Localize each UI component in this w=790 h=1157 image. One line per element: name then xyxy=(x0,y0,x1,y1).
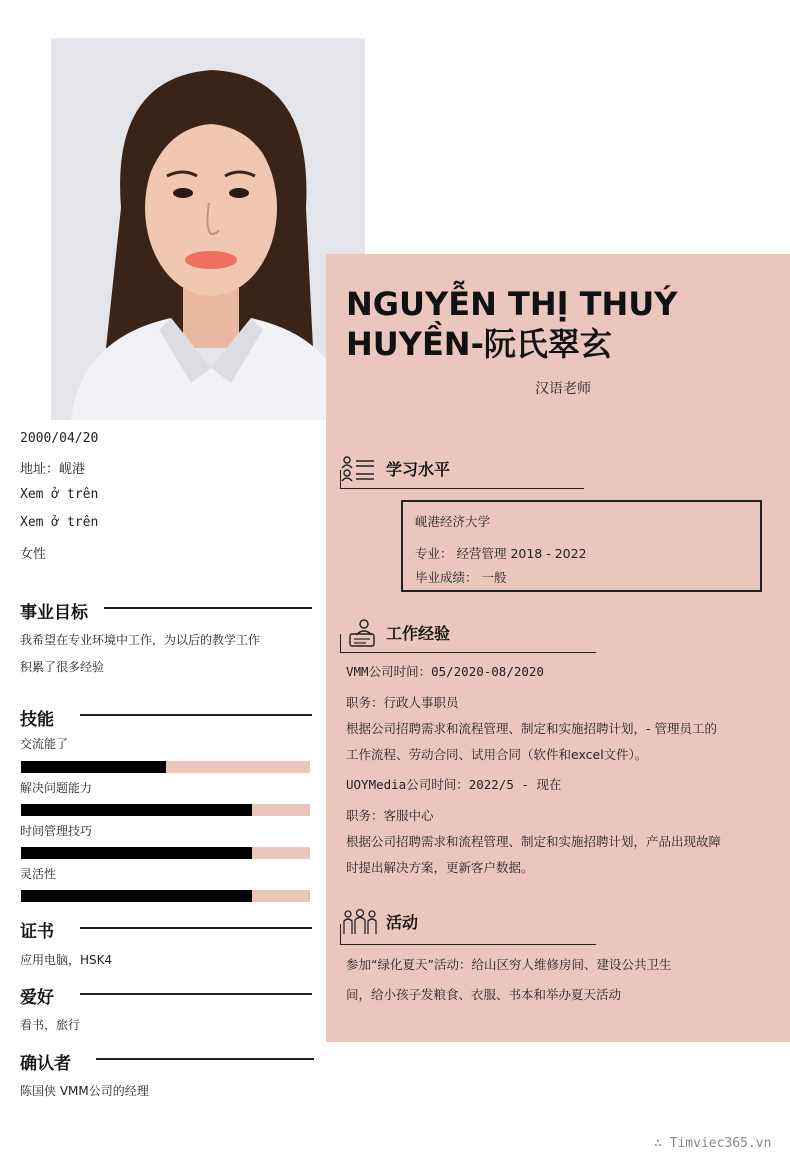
job-desc-line: 根据公司招聘需求和流程管理、制定和实施招聘计划，- 管理员工的 xyxy=(346,721,717,736)
certificates-title: 证书 xyxy=(20,922,54,942)
skill-label: 交流能了 xyxy=(20,737,69,751)
objective-title: 事业目标 xyxy=(20,603,88,623)
job-details xyxy=(346,803,771,881)
skills-title: 技能 xyxy=(20,710,54,730)
education-divider-vertical xyxy=(340,470,341,488)
skill-bar xyxy=(21,847,310,859)
people-icon xyxy=(340,908,380,936)
hobbies-title: 爱好 xyxy=(20,988,54,1008)
objective-line-1: 我希望在专业环境中工作，为以后的教学工作 xyxy=(20,633,261,647)
gender-text: 女性 xyxy=(20,547,47,562)
activities-divider xyxy=(340,944,596,945)
skill-bar-fill xyxy=(21,804,252,816)
activities-header xyxy=(340,908,600,936)
activities-title: 活动 xyxy=(386,913,419,932)
work-icon xyxy=(344,619,384,647)
footer-brand[interactable]: ∴ Timviec365.vn xyxy=(654,1136,772,1151)
job-title: 汉语老师 xyxy=(535,381,591,397)
job-period: UOYMedia公司时间：2022/5 - 现在 xyxy=(346,777,562,792)
skill-bar xyxy=(21,761,310,773)
job-position: 职务：行政人事职员 xyxy=(346,695,459,710)
reference-divider xyxy=(96,1058,314,1060)
skill-label: 时间管理技巧 xyxy=(20,824,93,838)
job-desc-line: 时提出解决方案，更新客户数据。 xyxy=(346,860,534,875)
activities-line-2: 间，给小孩子发粮食、衣服、书本和举办夏天活动 xyxy=(346,987,622,1002)
major-text: 专业： 经营管理 2018 - 2022 xyxy=(415,546,587,561)
activities-line-1: 参加“绿化夏天”活动：给山区穷人维修房间、建设公共卫生 xyxy=(346,957,672,972)
education-header xyxy=(340,455,600,483)
address-text: 地址：岘港 xyxy=(20,462,86,477)
job-details xyxy=(346,690,771,768)
dob-text: 2000/04/20 xyxy=(20,431,99,446)
education-title: 学习水平 xyxy=(386,460,451,479)
skill-label: 解决问题能力 xyxy=(20,781,93,795)
grade-text: 毕业成绩： 一般 xyxy=(415,570,507,585)
name-line-1: NGUYỄN THỊ THUÝ xyxy=(346,285,678,323)
skill-bar-fill xyxy=(21,761,166,773)
email-text: Xem ở trên xyxy=(20,515,99,530)
experience-header xyxy=(340,619,600,647)
education-icon xyxy=(340,455,380,483)
portrait-image xyxy=(51,38,365,420)
skill-bar xyxy=(21,804,310,816)
education-divider xyxy=(340,488,584,489)
certificates-text: 应用电脑，HSK4 xyxy=(20,953,113,967)
phone-text: Xem ở trên xyxy=(20,487,99,502)
job-position: 职务：客服中心 xyxy=(346,808,434,823)
activities-divider-vertical xyxy=(340,924,341,944)
reference-text: 陈国侠 VMM公司的经理 xyxy=(20,1084,149,1098)
school-name: 岘港经济大学 xyxy=(415,514,491,529)
job-period: VMM公司时间：05/2020-08/2020 xyxy=(346,664,544,679)
candidate-name xyxy=(346,284,776,364)
skills-divider xyxy=(80,714,312,716)
name-line-2: HUYỀN-阮氏翠玄 xyxy=(346,325,612,363)
skill-bar xyxy=(21,890,310,902)
experience-divider xyxy=(340,652,596,653)
objective-line-2: 积累了很多经验 xyxy=(20,660,105,674)
activities-text xyxy=(346,950,771,1010)
job-desc-line: 工作流程、劳动合同、试用合同（软件和excel文件）。 xyxy=(346,747,648,762)
experience-divider-vertical xyxy=(340,634,341,652)
job-desc-line: 根据公司招聘需求和流程管理、制定和实施招聘计划，产品出现故障 xyxy=(346,834,722,849)
education-box xyxy=(401,500,762,592)
reference-title: 确认者 xyxy=(20,1054,71,1074)
skill-bar-fill xyxy=(21,890,252,902)
experience-title: 工作经验 xyxy=(386,624,451,643)
profile-photo xyxy=(51,38,365,420)
hobbies-divider xyxy=(80,993,312,995)
skill-bar-fill xyxy=(21,847,252,859)
objective-divider xyxy=(104,607,312,609)
objective-text xyxy=(20,627,260,681)
hobbies-text: 看书，旅行 xyxy=(20,1018,81,1032)
skill-label: 灵活性 xyxy=(20,867,57,881)
certificates-divider xyxy=(80,927,312,929)
